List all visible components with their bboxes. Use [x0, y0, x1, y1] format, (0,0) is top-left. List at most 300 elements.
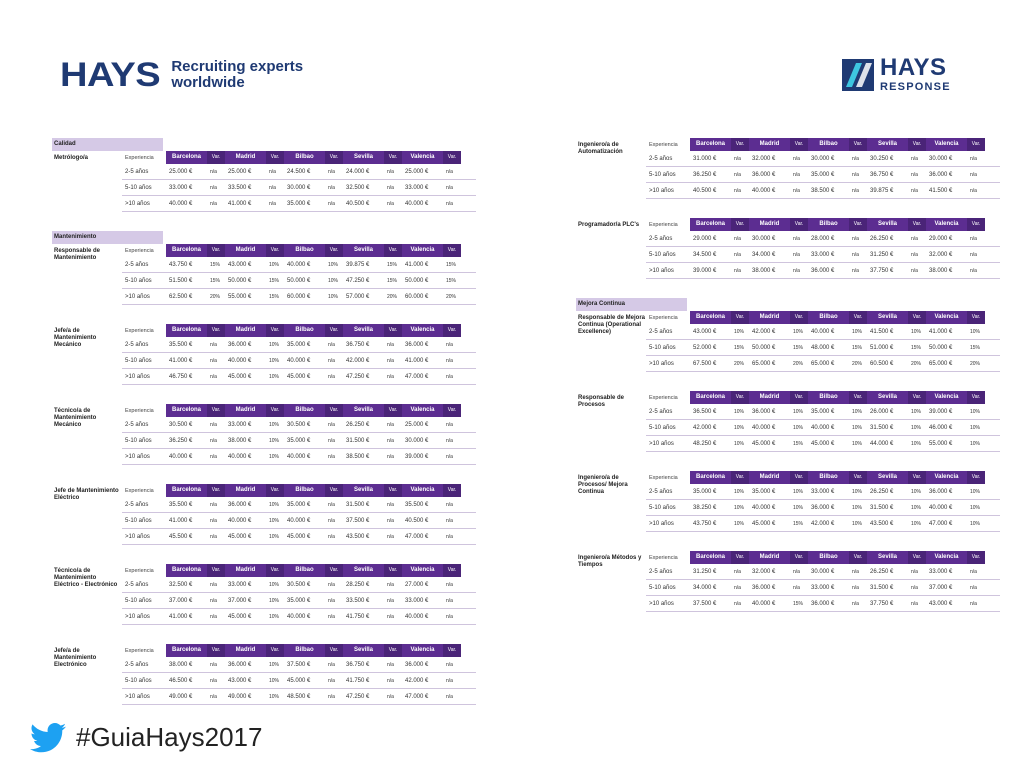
var-header: Var. — [266, 404, 284, 417]
section-title: Calidad — [52, 138, 163, 151]
table-row — [122, 529, 476, 545]
variation-cell: n/a — [210, 693, 217, 700]
salary-cell: 40.500 € — [346, 200, 370, 207]
experience-header: Experiencia — [649, 314, 678, 321]
var-header: Var. — [443, 564, 461, 577]
table-row — [646, 324, 1000, 340]
city-header: Barcelona — [166, 404, 207, 417]
variation-cell: n/a — [793, 155, 800, 162]
table-header-row — [122, 151, 476, 164]
city-header: Sevilla — [867, 311, 908, 324]
salary-grid — [122, 324, 476, 385]
variation-cell: n/a — [734, 187, 741, 194]
salary-cell: 45.000 € — [228, 613, 252, 620]
experience-cell: 5-10 años — [125, 517, 152, 524]
salary-cell: 36.000 € — [811, 267, 835, 274]
variation-cell: 10% — [328, 277, 339, 284]
salary-cell: 36.000 € — [405, 341, 429, 348]
variation-cell: n/a — [387, 501, 394, 508]
city-header: Madrid — [225, 151, 266, 164]
salary-cell: 41.750 € — [346, 677, 370, 684]
variation-cell: n/a — [911, 600, 918, 607]
var-header: Var. — [967, 218, 985, 231]
variation-cell: n/a — [328, 661, 335, 668]
hays-logo — [60, 58, 303, 92]
city-header: Barcelona — [690, 551, 731, 564]
variation-cell: 10% — [911, 520, 922, 527]
variation-cell: n/a — [911, 568, 918, 575]
city-header: Bilbao — [808, 218, 849, 231]
salary-cell: 55.000 € — [228, 293, 252, 300]
salary-cell: 40.000 € — [811, 424, 835, 431]
variation-cell: 15% — [210, 277, 221, 284]
salary-cell: 31.500 € — [870, 584, 894, 591]
variation-cell: 10% — [970, 504, 981, 511]
salary-cell: 25.000 € — [405, 421, 429, 428]
variation-cell: 15% — [793, 440, 804, 447]
salary-cell: 47.000 € — [405, 693, 429, 700]
variation-cell: n/a — [328, 693, 335, 700]
variation-cell: n/a — [970, 171, 977, 178]
variation-cell: 10% — [269, 581, 280, 588]
salary-table — [52, 244, 476, 324]
salary-cell: 35.500 € — [405, 501, 429, 508]
right-column — [576, 138, 1000, 631]
city-header: Valencia — [926, 138, 967, 151]
city-header: Barcelona — [690, 391, 731, 404]
salary-cell: 40.500 € — [405, 517, 429, 524]
variation-cell: n/a — [970, 155, 977, 162]
variation-cell: n/a — [210, 453, 217, 460]
var-header: Var. — [325, 404, 343, 417]
variation-cell: 10% — [734, 520, 745, 527]
hays-tagline — [171, 59, 303, 91]
salary-cell: 31.250 € — [870, 251, 894, 258]
salary-cell: 33.500 € — [228, 184, 252, 191]
salary-cell: 31.500 € — [346, 501, 370, 508]
experience-header: Experiencia — [125, 327, 154, 334]
variation-cell: 10% — [970, 328, 981, 335]
var-header: Var. — [731, 391, 749, 404]
variation-cell: n/a — [387, 693, 394, 700]
salary-cell: 37.750 € — [870, 267, 894, 274]
variation-cell: 15% — [269, 293, 280, 300]
experience-cell: 5-10 años — [649, 504, 676, 511]
variation-cell: 10% — [269, 453, 280, 460]
table-row — [646, 151, 1000, 167]
salary-cell: 41.750 € — [346, 613, 370, 620]
variation-cell: 20% — [970, 360, 981, 367]
table-row — [646, 516, 1000, 532]
salary-cell: 34.000 € — [693, 584, 717, 591]
variation-cell: 15% — [793, 344, 804, 351]
variation-cell: 10% — [734, 424, 745, 431]
variation-cell: n/a — [328, 501, 335, 508]
salary-cell: 26.250 € — [870, 488, 894, 495]
salary-cell: 31.500 € — [870, 424, 894, 431]
var-header: Var. — [967, 551, 985, 564]
var-header: Var. — [443, 484, 461, 497]
var-header: Var. — [908, 311, 926, 324]
salary-cell: 62.500 € — [169, 293, 193, 300]
table-row — [122, 289, 476, 305]
salary-table — [576, 311, 1000, 391]
city-header: Bilbao — [284, 404, 325, 417]
variation-cell: 15% — [911, 344, 922, 351]
variation-cell: 10% — [734, 328, 745, 335]
variation-cell: n/a — [734, 600, 741, 607]
variation-cell: n/a — [446, 437, 453, 444]
table-row — [646, 420, 1000, 436]
var-header: Var. — [207, 404, 225, 417]
salary-cell: 36.000 € — [228, 501, 252, 508]
table-header-row — [646, 138, 1000, 151]
var-header: Var. — [266, 324, 284, 337]
variation-cell: n/a — [210, 501, 217, 508]
experience-cell: 5-10 años — [125, 277, 152, 284]
salary-cell: 33.500 € — [346, 597, 370, 604]
variation-cell: 10% — [970, 520, 981, 527]
variation-cell: n/a — [852, 187, 859, 194]
salary-cell: 41.000 € — [169, 357, 193, 364]
salary-table — [576, 138, 1000, 218]
experience-cell: 2-5 años — [125, 661, 149, 668]
salary-cell: 45.000 € — [228, 533, 252, 540]
salary-grid — [122, 404, 476, 465]
salary-grid — [646, 551, 1000, 612]
var-header: Var. — [207, 151, 225, 164]
variation-cell: 10% — [269, 693, 280, 700]
city-header: Madrid — [225, 484, 266, 497]
variation-cell: n/a — [328, 597, 335, 604]
salary-cell: 35.000 € — [287, 437, 311, 444]
variation-cell: n/a — [210, 613, 217, 620]
variation-cell: n/a — [269, 200, 276, 207]
salary-cell: 35.000 € — [287, 597, 311, 604]
experience-cell: >10 años — [125, 613, 150, 620]
variation-cell: n/a — [387, 677, 394, 684]
salary-cell: 32.000 € — [929, 251, 953, 258]
variation-cell: n/a — [970, 251, 977, 258]
salary-cell: 44.000 € — [870, 440, 894, 447]
variation-cell: n/a — [970, 568, 977, 575]
variation-cell: n/a — [387, 453, 394, 460]
salary-cell: 33.000 € — [169, 184, 193, 191]
salary-cell: 32.500 € — [346, 184, 370, 191]
variation-cell: n/a — [328, 581, 335, 588]
salary-cell: 25.000 € — [228, 168, 252, 175]
salary-cell: 31.250 € — [693, 568, 717, 575]
salary-cell: 37.500 € — [346, 517, 370, 524]
variation-cell: 10% — [269, 533, 280, 540]
salary-cell: 42.000 € — [693, 424, 717, 431]
role-title: Ingeniero/a de Automatización — [578, 142, 623, 155]
var-header: Var. — [207, 244, 225, 257]
table-row — [646, 340, 1000, 356]
variation-cell: n/a — [446, 501, 453, 508]
salary-cell: 40.000 € — [929, 504, 953, 511]
salary-cell: 47.000 € — [405, 373, 429, 380]
city-header: Sevilla — [867, 471, 908, 484]
salary-cell: 40.000 € — [169, 200, 193, 207]
city-header: Madrid — [225, 324, 266, 337]
role-title: Técnico/a de Mantenimiento Mecánico — [54, 408, 97, 428]
salary-cell: 38.500 € — [811, 187, 835, 194]
city-header: Bilbao — [808, 471, 849, 484]
salary-grid — [646, 138, 1000, 199]
table-row — [122, 196, 476, 212]
variation-cell: 15% — [446, 277, 457, 284]
variation-cell: 10% — [269, 677, 280, 684]
table-header-row — [122, 324, 476, 337]
city-header: Bilbao — [808, 138, 849, 151]
variation-cell: n/a — [852, 600, 859, 607]
salary-cell: 33.000 € — [228, 421, 252, 428]
table-row — [646, 484, 1000, 500]
salary-cell: 42.000 € — [346, 357, 370, 364]
table-row — [122, 353, 476, 369]
salary-cell: 36.000 € — [929, 171, 953, 178]
salary-cell: 37.500 € — [693, 600, 717, 607]
salary-cell: 60.000 € — [287, 293, 311, 300]
role-title: Responsable de Mantenimiento — [54, 248, 101, 261]
city-header: Barcelona — [166, 244, 207, 257]
city-header: Bilbao — [284, 324, 325, 337]
salary-cell: 40.000 € — [287, 517, 311, 524]
hashtag-footer — [30, 722, 262, 753]
salary-cell: 30.000 € — [405, 437, 429, 444]
salary-cell: 40.500 € — [693, 187, 717, 194]
salary-cell: 28.250 € — [346, 581, 370, 588]
experience-cell: 2-5 años — [125, 341, 149, 348]
salary-cell: 35.000 € — [811, 171, 835, 178]
salary-cell: 36.750 € — [346, 661, 370, 668]
city-header: Madrid — [749, 391, 790, 404]
variation-cell: 10% — [793, 424, 804, 431]
variation-cell: n/a — [210, 200, 217, 207]
var-header: Var. — [849, 391, 867, 404]
variation-cell: n/a — [793, 267, 800, 274]
city-header: Bilbao — [284, 644, 325, 657]
variation-cell: n/a — [793, 187, 800, 194]
var-header: Var. — [325, 564, 343, 577]
variation-cell: n/a — [387, 581, 394, 588]
city-header: Sevilla — [343, 324, 384, 337]
var-header: Var. — [790, 218, 808, 231]
experience-header: Experiencia — [649, 141, 678, 148]
city-header: Barcelona — [166, 151, 207, 164]
var-header: Var. — [849, 471, 867, 484]
variation-cell: 10% — [852, 408, 863, 415]
city-header: Valencia — [926, 311, 967, 324]
variation-cell: n/a — [852, 267, 859, 274]
salary-cell: 39.000 € — [929, 408, 953, 415]
salary-cell: 65.000 € — [929, 360, 953, 367]
salary-cell: 30.500 € — [287, 421, 311, 428]
salary-cell: 40.000 € — [287, 357, 311, 364]
experience-cell: >10 años — [125, 453, 150, 460]
salary-cell: 40.000 € — [752, 424, 776, 431]
var-header: Var. — [731, 311, 749, 324]
variation-cell: 10% — [734, 408, 745, 415]
salary-cell: 40.000 € — [752, 504, 776, 511]
variation-cell: 10% — [269, 373, 280, 380]
experience-header: Experiencia — [649, 221, 678, 228]
role-title: Técnico/a de Mantenimiento Eléctrico - Electrónico — [54, 568, 118, 588]
variation-cell: 10% — [269, 437, 280, 444]
var-header: Var. — [967, 138, 985, 151]
salary-cell: 36.000 € — [228, 341, 252, 348]
var-header: Var. — [325, 324, 343, 337]
salary-cell: 36.000 € — [929, 488, 953, 495]
salary-cell: 45.500 € — [169, 533, 193, 540]
section-title: Mejora Continua — [576, 298, 687, 311]
variation-cell: 20% — [387, 293, 398, 300]
experience-cell: >10 años — [125, 533, 150, 540]
variation-cell: 10% — [328, 293, 339, 300]
variation-cell: n/a — [210, 421, 217, 428]
city-header: Valencia — [402, 644, 443, 657]
table-row — [646, 500, 1000, 516]
salary-cell: 39.875 € — [870, 187, 894, 194]
variation-cell: 15% — [387, 277, 398, 284]
city-header: Madrid — [225, 644, 266, 657]
role-title: Jefe/a de Mantenimiento Electrónico — [54, 648, 97, 668]
salary-cell: 36.000 € — [811, 504, 835, 511]
variation-cell: n/a — [387, 533, 394, 540]
table-row — [122, 657, 476, 673]
experience-cell: >10 años — [649, 187, 674, 194]
table-row — [122, 180, 476, 196]
city-header: Bilbao — [808, 551, 849, 564]
salary-cell: 41.000 € — [228, 200, 252, 207]
salary-cell: 40.000 € — [405, 613, 429, 620]
variation-cell: n/a — [446, 581, 453, 588]
salary-cell: 48.000 € — [811, 344, 835, 351]
variation-cell: 20% — [210, 293, 221, 300]
table-header-row — [122, 644, 476, 657]
salary-cell: 32.000 € — [752, 155, 776, 162]
variation-cell: n/a — [446, 677, 453, 684]
var-header: Var. — [443, 324, 461, 337]
salary-cell: 33.000 € — [811, 584, 835, 591]
variation-cell: n/a — [387, 421, 394, 428]
table-row — [646, 247, 1000, 263]
var-header: Var. — [849, 551, 867, 564]
experience-cell: >10 años — [649, 600, 674, 607]
var-header: Var. — [266, 484, 284, 497]
salary-cell: 35.000 € — [287, 501, 311, 508]
city-header: Barcelona — [166, 484, 207, 497]
experience-cell: >10 años — [649, 360, 674, 367]
city-header: Sevilla — [343, 564, 384, 577]
city-header: Barcelona — [166, 324, 207, 337]
salary-cell: 45.000 € — [752, 520, 776, 527]
salary-cell: 50.000 € — [752, 344, 776, 351]
table-row — [122, 689, 476, 705]
variation-cell: n/a — [852, 584, 859, 591]
variation-cell: n/a — [210, 677, 217, 684]
city-header: Valencia — [402, 324, 443, 337]
variation-cell: n/a — [911, 267, 918, 274]
variation-cell: 10% — [911, 504, 922, 511]
variation-cell: 10% — [269, 613, 280, 620]
salary-cell: 39.875 € — [346, 261, 370, 268]
salary-cell: 35.500 € — [169, 341, 193, 348]
variation-cell: 10% — [793, 504, 804, 511]
variation-cell: 15% — [852, 344, 863, 351]
var-header: Var. — [266, 151, 284, 164]
salary-cell: 43.000 € — [693, 328, 717, 335]
variation-cell: 10% — [269, 341, 280, 348]
city-header: Barcelona — [690, 138, 731, 151]
salary-cell: 45.000 € — [287, 373, 311, 380]
variation-cell: n/a — [793, 171, 800, 178]
experience-cell: 5-10 años — [649, 584, 676, 591]
table-row — [646, 167, 1000, 183]
city-header: Valencia — [402, 404, 443, 417]
salary-table — [52, 404, 476, 484]
salary-cell: 46.750 € — [169, 373, 193, 380]
salary-cell: 60.000 € — [405, 293, 429, 300]
variation-cell: n/a — [793, 568, 800, 575]
table-header-row — [646, 311, 1000, 324]
salary-cell: 30.000 € — [929, 155, 953, 162]
city-header: Madrid — [225, 244, 266, 257]
variation-cell: n/a — [446, 168, 453, 175]
var-header: Var. — [790, 471, 808, 484]
salary-cell: 50.000 € — [929, 344, 953, 351]
role-title: Jefe de Mantenimiento Eléctrico — [54, 488, 119, 501]
salary-cell: 32.500 € — [169, 581, 193, 588]
salary-cell: 41.500 € — [870, 328, 894, 335]
variation-cell: n/a — [387, 184, 394, 191]
experience-cell: 2-5 años — [125, 261, 149, 268]
var-header: Var. — [790, 311, 808, 324]
salary-cell: 40.000 € — [228, 517, 252, 524]
variation-cell: 10% — [911, 408, 922, 415]
salary-table — [52, 484, 476, 564]
salary-table — [576, 551, 1000, 631]
variation-cell: n/a — [210, 373, 217, 380]
city-header: Madrid — [749, 311, 790, 324]
variation-cell: 10% — [734, 488, 745, 495]
role-title: Responsable de Mejora Continua (Operational Excellence) — [578, 315, 646, 335]
salary-cell: 40.000 € — [228, 357, 252, 364]
salary-cell: 55.000 € — [929, 440, 953, 447]
salary-cell: 28.000 € — [811, 235, 835, 242]
twitter-bird-icon — [30, 723, 66, 753]
salary-cell: 41.000 € — [169, 517, 193, 524]
variation-cell: n/a — [970, 267, 977, 274]
variation-cell: n/a — [734, 171, 741, 178]
salary-cell: 36.750 € — [870, 171, 894, 178]
experience-cell: 2-5 años — [125, 168, 149, 175]
variation-cell: n/a — [387, 661, 394, 668]
city-header: Bilbao — [284, 244, 325, 257]
city-header: Sevilla — [867, 138, 908, 151]
experience-cell: >10 años — [125, 693, 150, 700]
variation-cell: n/a — [911, 187, 918, 194]
variation-cell: n/a — [328, 517, 335, 524]
variation-cell: n/a — [734, 251, 741, 258]
salary-cell: 38.500 € — [346, 453, 370, 460]
salary-cell: 43.750 € — [693, 520, 717, 527]
variation-cell: 10% — [852, 520, 863, 527]
tagline-line-1: Recruiting experts — [171, 58, 304, 75]
salary-cell: 30.250 € — [870, 155, 894, 162]
salary-cell: 43.000 € — [929, 600, 953, 607]
